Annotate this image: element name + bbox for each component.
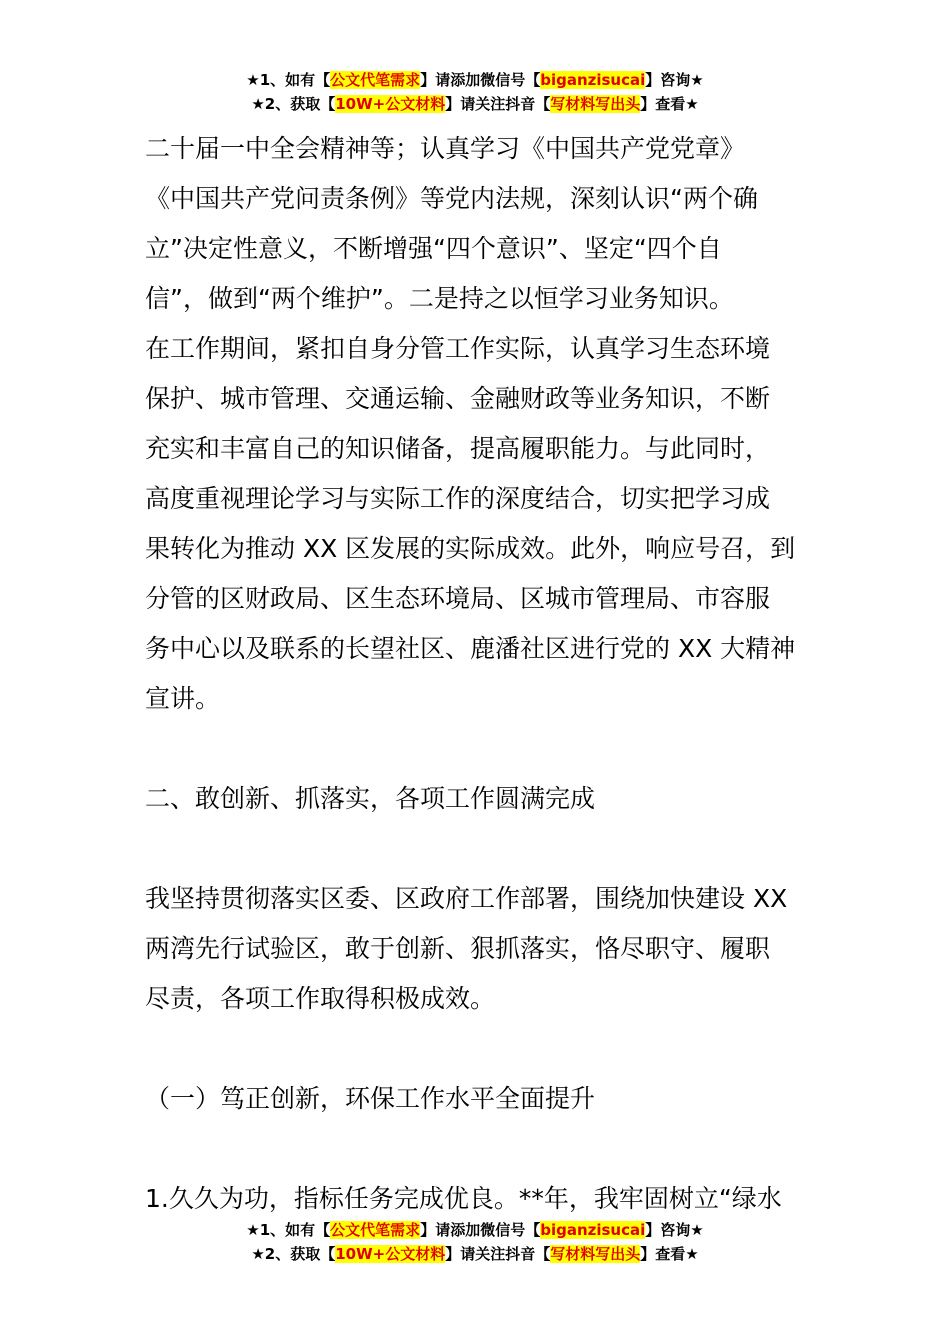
- text-line: 在工作期间，紧扣自身分管工作实际，认真学习生态环境: [145, 334, 771, 363]
- text-line: 立”决定性意义，不断增强“四个意识”、坚定“四个自: [145, 234, 722, 263]
- banner-line-1: ★1、如有【公文代笔需求】请添加微信号【biganzisucai】咨询★: [246, 1221, 704, 1239]
- text-line: 宣讲。: [145, 684, 221, 713]
- text-line: 尽责，各项工作取得积极成效。: [145, 984, 496, 1013]
- highlight-wechat-id: biganzisucai: [540, 71, 646, 89]
- paragraph-gap: [145, 1024, 810, 1074]
- highlight-materials: 10W+公文材料: [335, 1245, 446, 1263]
- text-line: 务中心以及联系的长望社区、鹿潘社区进行党的 XX 大精神: [145, 634, 796, 663]
- text-line: 二十届一中全会精神等；认真学习《中国共产党党章》: [145, 134, 746, 163]
- highlight-douyin-account: 写材料写出头: [550, 95, 641, 113]
- text-line: 我坚持贯彻落实区委、区政府工作部署，围绕加快建设 XX: [145, 884, 788, 913]
- banner-line-1: ★1、如有【公文代笔需求】请添加微信号【biganzisucai】咨询★: [246, 71, 704, 89]
- paragraph-gap: [145, 824, 810, 874]
- text-line: 两湾先行试验区，敢于创新、狠抓落实，恪尽职守、履职: [145, 934, 771, 963]
- highlight-wechat-id: biganzisucai: [540, 1221, 646, 1239]
- banner-line-2: ★2、获取【10W+公文材料】请关注抖音【写材料写出头】查看★: [251, 1245, 699, 1263]
- subsection-heading-1: （一）笃正创新，环保工作水平全面提升: [145, 1084, 596, 1113]
- bottom-banner: [0, 1218, 950, 1266]
- text-line: 《中国共产党问责条例》等党内法规，深刻认识“两个确: [145, 184, 758, 213]
- paragraph-indicators: [145, 1174, 810, 1224]
- text-line: 1.久久为功，指标任务完成优良。**年，我牢固树立“绿水: [145, 1184, 782, 1213]
- section-heading-2: 二、敢创新、抓落实，各项工作圆满完成: [145, 784, 596, 813]
- text-line: 充实和丰富自己的知识储备，提高履职能力。与此同时，: [145, 434, 771, 463]
- text-line: 保护、城市管理、交通运输、金融财政等业务知识，不断: [145, 384, 771, 413]
- banner-line-2: ★2、获取【10W+公文材料】请关注抖音【写材料写出头】查看★: [251, 95, 699, 113]
- document-body: [145, 124, 810, 1224]
- paragraph-gap: [145, 1124, 810, 1174]
- highlight-writing-service: 公文代笔需求: [330, 71, 421, 89]
- paragraph-gap: [145, 724, 810, 774]
- text-line: 信”，做到“两个维护”。二是持之以恒学习业务知识。: [145, 284, 734, 313]
- highlight-writing-service: 公文代笔需求: [330, 1221, 421, 1239]
- paragraph-study: [145, 124, 810, 724]
- highlight-douyin-account: 写材料写出头: [550, 1245, 641, 1263]
- text-line: 分管的区财政局、区生态环境局、区城市管理局、市容服: [145, 584, 771, 613]
- text-line: 果转化为推动 XX 区发展的实际成效。此外，响应号召，到: [145, 534, 796, 563]
- text-line: 高度重视理论学习与实际工作的深度结合，切实把学习成: [145, 484, 771, 513]
- paragraph-implementation: [145, 874, 810, 1024]
- top-banner: [0, 68, 950, 116]
- highlight-materials: 10W+公文材料: [335, 95, 446, 113]
